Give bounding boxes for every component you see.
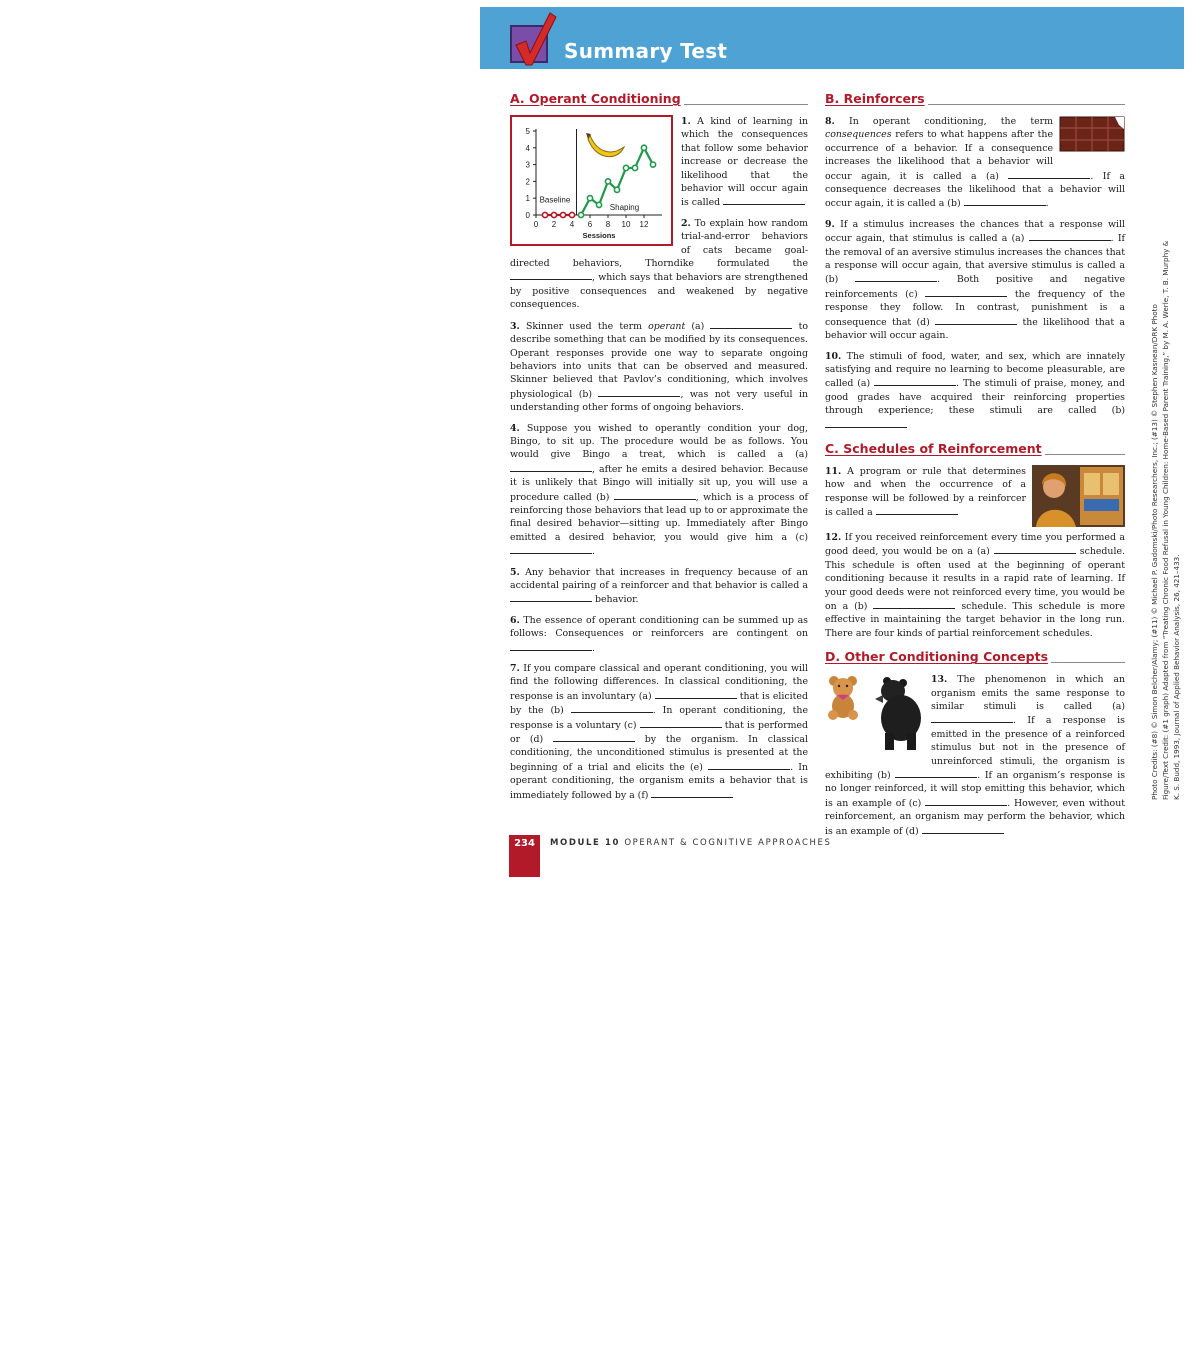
teddy-bear-and-bear-photo	[825, 673, 925, 751]
teddy-bear-icon	[828, 676, 858, 720]
black-bear-icon	[875, 677, 921, 750]
answer-blank-13c[interactable]	[925, 796, 1007, 806]
data-point	[614, 187, 619, 192]
answer-blank-9d[interactable]	[935, 315, 1017, 325]
question-10: 10. The stimuli of food, water, and sex, which are innately satisfying and require no learning to become pleasurable, are called (a) . The stimuli of praise, money, and good grades have acquired their reinforcing properties through experience; these stimuli are called (b)	[825, 350, 1125, 432]
y-tick-label: 4	[525, 143, 530, 153]
data-point	[569, 212, 574, 217]
answer-blank-3a[interactable]	[710, 319, 792, 329]
x-tick-label: 0	[533, 220, 539, 229]
answer-blank-2[interactable]	[510, 270, 592, 280]
answer-blank-13d[interactable]	[922, 824, 1004, 834]
section-c-heading: C. Schedules of Reinforcement	[825, 442, 1125, 459]
slot-machine-photo	[1032, 465, 1125, 527]
data-point	[650, 162, 655, 167]
answer-blank-4a[interactable]	[510, 462, 592, 472]
answer-blank-9c[interactable]	[925, 287, 1007, 297]
question-8: 8. In operant conditioning, the term consequences refers to what happens after the occurrence of a behavior. If a consequence increases the likelihood that a behavior will occur again, it is called a (a) . If a consequence decreases the likelihood that a behavior will occur again, it is called a (b) .	[825, 116, 1125, 210]
answer-blank-7f[interactable]	[651, 788, 733, 798]
x-tick-label: 2	[551, 220, 557, 229]
baseline-annotation: Baseline	[539, 195, 571, 205]
section-a-heading: A. Operant Conditioning	[510, 92, 808, 109]
right-column	[825, 92, 1125, 845]
answer-blank-12a[interactable]	[994, 544, 1076, 554]
question-12: 12. If you received reinforcement every time you performed a good deed, you would be on a (a) schedule. This schedule is often used at the beginning of operant conditioning because it results in a rapid rate of learning. If your good deeds were not reinforced every time, you would be on a (b) schedule. This schedule is more effective in maintaining the target behavior in the long run. There are four kinds of partial reinforcement schedules.	[825, 531, 1126, 639]
answer-blank-12b[interactable]	[873, 599, 955, 609]
question-1: 1. A kind of learning in which the consequences that follow some behavior increase or decrease the likelihood that the behavior will occur again is called	[681, 116, 808, 209]
section-d-heading: D. Other Conditioning Concepts	[825, 650, 1125, 667]
data-point	[578, 212, 583, 217]
y-tick-label: 1	[525, 194, 530, 204]
answer-blank-8a[interactable]	[1008, 169, 1090, 179]
data-point	[641, 145, 646, 150]
y-tick-label: 5	[525, 127, 530, 136]
question-7: 7. If you compare classical and operant conditioning, you will find the following differences. In classical conditioning, the response is an involuntary (a) that is elicited by the (b) . In operant conditioning, the response is a voluntary (c) that is performed or (d) by the organism. In classical conditioning, the unconditioned stimulus is presented at the beginning of a trial and elicits the (e) . In operant conditioning, the organism emits a behavior that is immediately followed by a (f)	[510, 663, 809, 801]
data-point	[596, 202, 601, 207]
data-point	[623, 165, 628, 170]
question-3: 3. Skinner used the term operant (a) to describe something that can be modified by its consequences. Operant responses provide one way to separate ongoing behaviors into units that can be observed and measured. Skinner believed that Pavlov’s conditioning, which involves physiological (b) , was not very useful in understanding other forms of ongoing behaviors.	[510, 320, 808, 414]
credits-line-2: Figure/Text Credit: (#1 graph) Adapted from “Treating Chronic Food Refusal in Young Children: Home-Based Parent Training,” by M. A. Werle, T. B. Murphy &	[1161, 240, 1170, 800]
data-point	[587, 196, 592, 201]
x-tick-label: 8	[605, 220, 611, 229]
left-column	[510, 92, 808, 809]
answer-blank-9b[interactable]	[855, 272, 937, 282]
page-number-tab	[509, 835, 540, 877]
answer-blank-13b[interactable]	[895, 768, 977, 778]
answer-blank-8b[interactable]	[964, 196, 1046, 206]
credits-line-1: Photo Credits: (#8) © Simon Belcher/Alamy; (#11) © Michael P. Gadomski/Photo Researchers, Inc.; (#13) © Stephen Kasnean/DRK Photo	[1150, 304, 1159, 800]
y-tick-label: 0	[525, 211, 530, 220]
question-4: 4. Suppose you wished to operantly condition your dog, Bingo, to sit up. The procedure would be as follows. You would give Bingo a treat, which is called a (a) , after he emits a desired behavior. Because it is unlikely that Bingo will initially sit up, you will use a procedure called (b) , which is a process of reinforcing those behaviors that lead up to or approximate the final desired behavior—sitting up. Immediately after Bingo emitted a desired behavior, you would give him a (c) .	[510, 422, 809, 558]
banana-icon	[586, 133, 624, 157]
data-point	[551, 212, 556, 217]
shaping-chart-svg	[512, 117, 671, 244]
answer-blank-7d[interactable]	[553, 732, 635, 742]
answer-blank-1[interactable]	[723, 195, 805, 205]
question-9: 9. If a stimulus increases the chances that a response will occur again, that stimulus is called a (a) . If the removal of an aversive stimulus increases the chances that a response will occur again, that aversive stimulus is called a (b) . Both positive and negative reinforcements (c) the frequency of the response they follow. In contrast, punishment is a consequence that (d) the likelihood that a behavior will occur again.	[825, 218, 1126, 342]
data-point	[632, 165, 637, 170]
x-tick-label: 6	[587, 220, 593, 229]
question-13: 13. The phenomenon in which an organism emits the same response to similar stimuli is called (a) . If a response is emitted in the presence of a reinforced stimulus but not in the presence of unreinforced stimuli, the organism is exhibiting (b) . If an organism’s response is no longer reinforced, it will stop emitting this behavior, which is an example of (c) . However, even without reinforcement, an organism may perform the behavior, which is an example of (d)	[825, 674, 1126, 837]
credits-line-3: K. S. Budd, 1993, Journal of Applied Behavior Analysis, 26, 421–433.	[1172, 554, 1181, 800]
x-axis-label: Sessions	[582, 231, 616, 240]
shaping-annotation: Shaping	[609, 202, 640, 212]
running-footer: MODULE 10 OPERANT & COGNITIVE APPROACHES	[550, 838, 832, 848]
answer-blank-6[interactable]	[510, 641, 592, 651]
data-point	[560, 212, 565, 217]
answer-blank-7a[interactable]	[655, 689, 737, 699]
answer-blank-11[interactable]	[876, 505, 958, 515]
answer-blank-10b[interactable]	[825, 418, 907, 428]
answer-blank-5[interactable]	[510, 592, 592, 602]
answer-blank-4b[interactable]	[614, 490, 696, 500]
shaping-graph	[510, 115, 673, 246]
data-point	[542, 212, 547, 217]
answer-blank-7e[interactable]	[708, 760, 790, 770]
x-tick-label: 4	[569, 220, 575, 229]
photo-credits	[1149, 240, 1182, 800]
answer-blank-7b[interactable]	[571, 703, 653, 713]
answer-blank-4c[interactable]	[510, 544, 592, 554]
question-5: 5. Any behavior that increases in frequency because of an accidental pairing of a reinforcer and that behavior is called a behavior.	[510, 566, 809, 606]
question-6: 6. The essence of operant conditioning can be summed up as follows: Consequences or reinforcers are contingent on .	[510, 614, 808, 654]
y-tick-label: 2	[525, 177, 530, 187]
summary-test-banner	[480, 7, 1184, 69]
answer-blank-7c[interactable]	[640, 718, 722, 728]
section-b-heading: B. Reinforcers	[825, 92, 1125, 109]
checkmark-icon	[510, 9, 560, 69]
x-tick-label: 10	[621, 220, 631, 229]
y-tick-label: 3	[525, 160, 530, 170]
answer-blank-3b[interactable]	[598, 387, 680, 397]
page-number: 234	[514, 838, 535, 849]
x-tick-label: 12	[639, 220, 649, 229]
chocolate-bar-icon	[1059, 115, 1125, 153]
data-point	[605, 179, 610, 184]
question-2: 2. To explain how random trial-and-error behaviors of cats became goal-directed behaviors, Thorndike formulated the , which says that behaviors are strengthened by positive consequences and weakened by negative consequences.	[510, 217, 809, 311]
answer-blank-9a[interactable]	[1029, 231, 1111, 241]
banner-title: Summary Test	[564, 39, 728, 63]
answer-blank-10a[interactable]	[874, 376, 956, 386]
question-11: 11. A program or rule that determines how and when the occurrence of a response will be followed by a reinforcer is called a	[825, 465, 1026, 519]
answer-blank-13a[interactable]	[931, 713, 1013, 723]
